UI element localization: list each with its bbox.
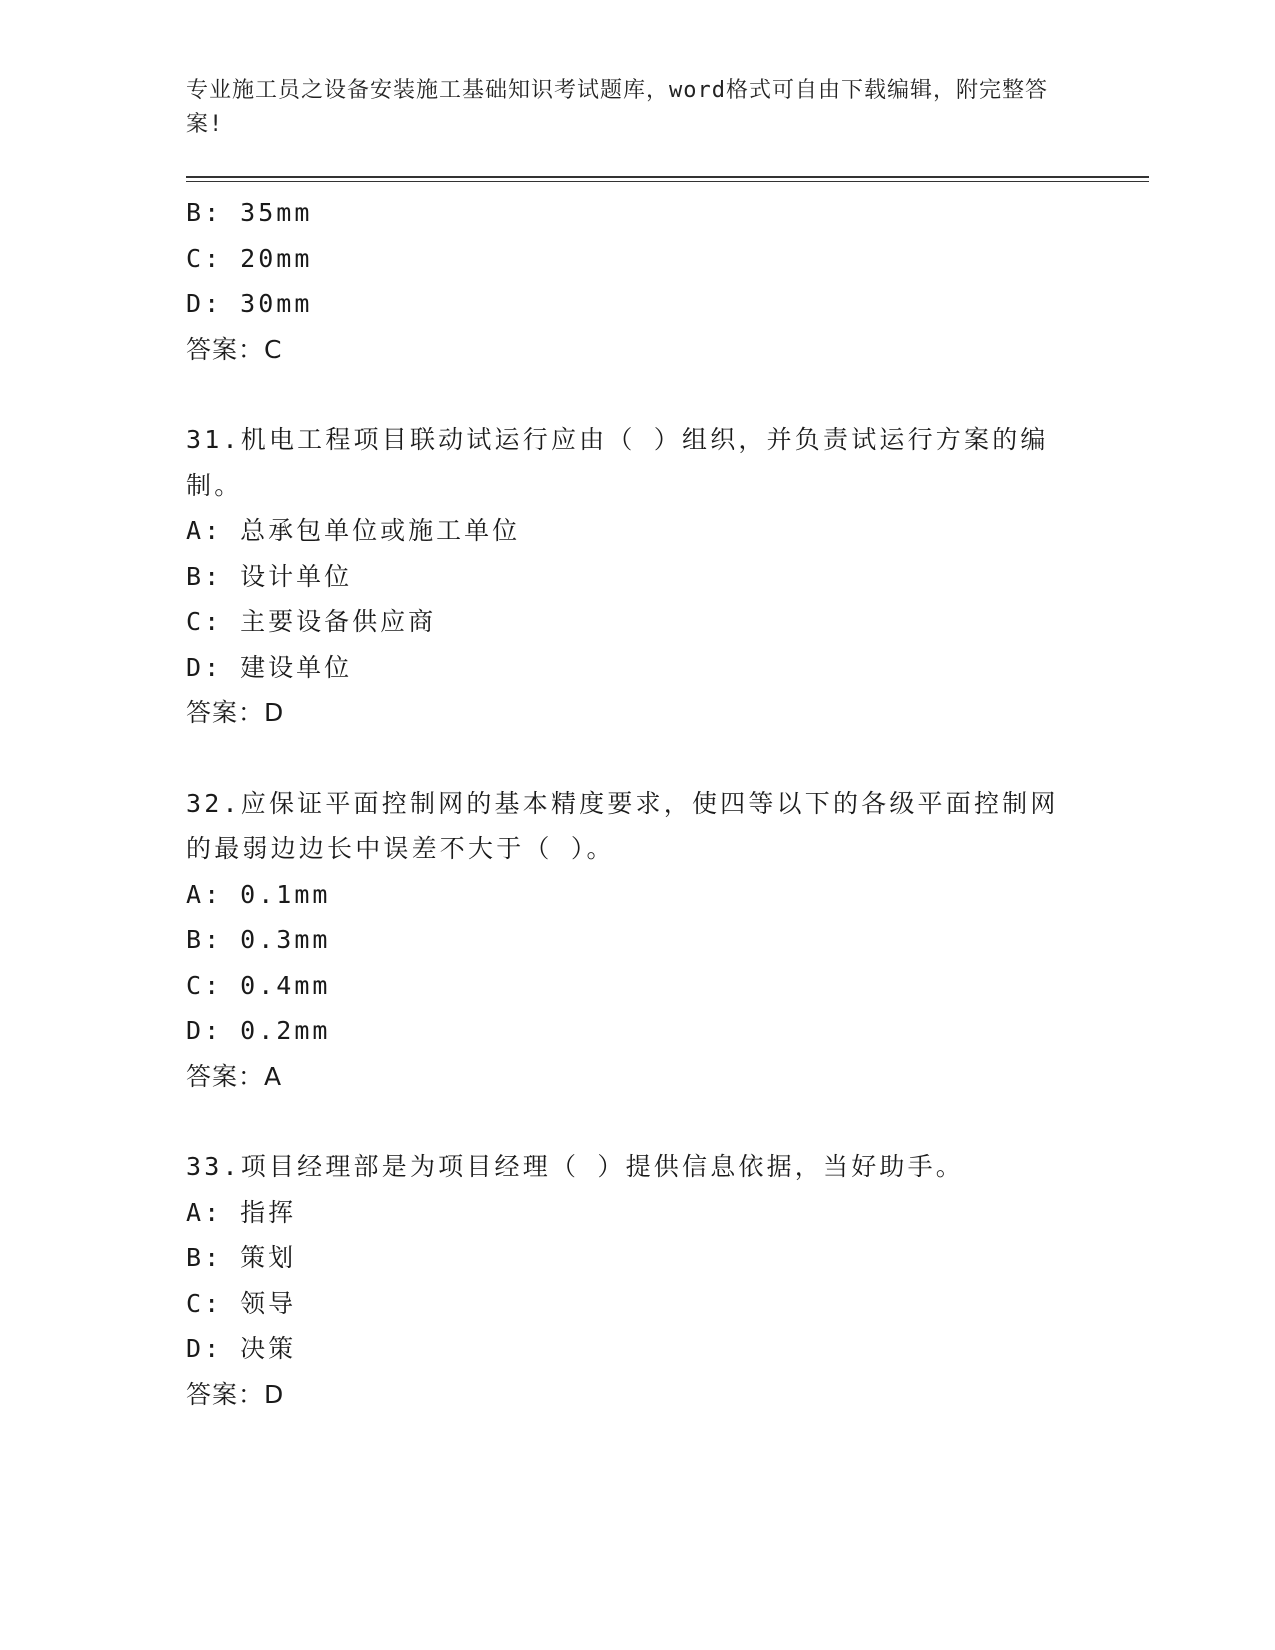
question-block-31 [186,417,1066,736]
option-line: D: 决策 [186,1334,297,1363]
option-line: D: 30mm [186,289,313,318]
answer-line: 答案：A [186,1061,283,1091]
option-line: A: 指挥 [186,1197,297,1227]
question-text: 32.应保证平面控制网的基本精度要求，使四等以下的各级平面控制网的最弱边边长中误差不大于（ ）。 [186,788,1059,863]
document-header [186,74,1066,142]
spacer [186,372,1066,417]
option-line: A: 0.1mm [186,879,331,909]
option-line: D: 0.2mm [186,1016,331,1045]
header-divider [186,176,1149,182]
option-line: B: 策划 [186,1243,297,1272]
option-line: C: 主要设备供应商 [186,607,437,636]
option-line: B: 0.3mm [186,925,331,954]
question-text: 33.项目经理部是为项目经理（ ）提供信息依据，当好助手。 [186,1152,965,1181]
option-line: D: 建设单位 [186,652,353,682]
question-block-33 [186,1144,1066,1417]
option-line: C: 20mm [186,243,313,273]
option-line: C: 领导 [186,1288,297,1318]
option-line: B: 35mm [186,198,313,227]
question-text: 31.机电工程项目联动试运行应由（ ）组织，并负责试运行方案的编制。 [186,425,1049,500]
spacer [186,1099,1066,1144]
spacer [186,736,1066,781]
option-line: C: 0.4mm [186,970,331,1000]
header-title: 专业施工员之设备安装施工基础知识考试题库，word格式可自由下载编辑，附完整答案! [186,78,1048,137]
option-line: B: 设计单位 [186,561,353,591]
answer-line: 答案：D [186,698,285,727]
option-line: A: 总承包单位或施工单位 [186,516,521,545]
answer-line: 答案：D [186,1379,285,1409]
answer-line: 答案：C [186,334,283,364]
question-block-32 [186,781,1066,1100]
question-block-prev [186,190,1066,372]
question-list [186,190,1066,1417]
